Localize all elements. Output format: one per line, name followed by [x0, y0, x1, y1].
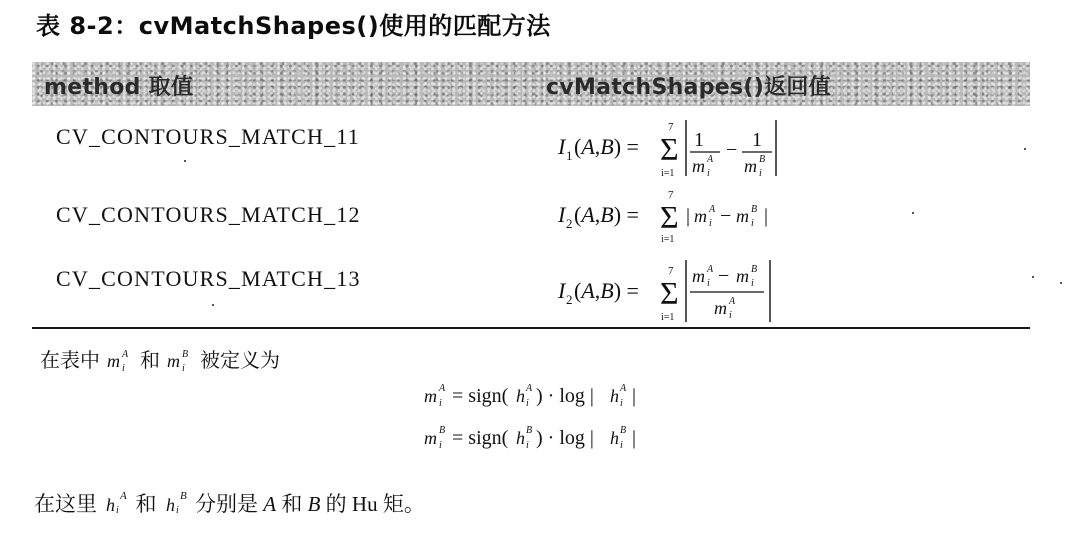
footer-symbol-B: B — [307, 492, 321, 516]
svg-text:I: I — [558, 134, 566, 159]
footer-and-2: 和 — [281, 492, 303, 516]
svg-text:2: 2 — [566, 292, 573, 307]
method-match-11: CV_CONTOURS_MATCH_11 — [56, 124, 360, 149]
svg-text:h: h — [165, 495, 175, 515]
symbol-m-i-B — [165, 347, 195, 373]
svg-text:i: i — [620, 440, 623, 451]
svg-text:m: m — [167, 351, 180, 371]
column-header-return-value: cvMatchShapes()返回值 — [546, 75, 831, 100]
footer-and-1: 和 — [135, 492, 157, 516]
svg-text:i: i — [620, 398, 623, 409]
method-match-12: CV_CONTOURS_MATCH_12 — [56, 202, 361, 227]
svg-text:m: m — [694, 206, 707, 226]
formula-match-12 — [552, 188, 792, 244]
svg-text:i: i — [122, 363, 125, 373]
svg-text:m: m — [744, 156, 757, 176]
svg-text:i: i — [751, 278, 754, 289]
svg-text:Σ: Σ — [660, 131, 679, 167]
svg-text:A: A — [707, 154, 714, 165]
svg-text:B: B — [526, 425, 533, 436]
definition-line — [40, 344, 280, 373]
definition-suffix: 被定义为 — [200, 350, 280, 372]
svg-text:i: i — [439, 440, 442, 451]
svg-text:B: B — [179, 490, 187, 502]
svg-text:B: B — [620, 425, 627, 436]
svg-text:h: h — [516, 386, 525, 406]
scan-speck — [1024, 148, 1026, 150]
definition-and: 和 — [140, 350, 160, 372]
scan-speck — [212, 304, 214, 306]
table-bottom-rule — [32, 327, 1030, 329]
svg-text:7: 7 — [668, 189, 674, 201]
svg-text:i: i — [707, 278, 710, 289]
svg-text:1: 1 — [752, 129, 762, 151]
svg-text:= sign(: = sign( — [452, 427, 509, 449]
svg-text:7: 7 — [668, 265, 674, 277]
footer-middle: 分别是 — [195, 492, 258, 516]
svg-text:= sign(: = sign( — [452, 385, 509, 407]
svg-text:m: m — [107, 351, 120, 371]
symbol-h-i-B — [162, 489, 190, 517]
svg-text:A: A — [707, 264, 714, 275]
svg-text:|: | — [686, 205, 691, 227]
svg-text:m: m — [692, 266, 705, 286]
scan-speck — [912, 212, 914, 214]
svg-text:|: | — [764, 205, 769, 227]
equation-m-B — [420, 420, 660, 454]
svg-text:) · log |: ) · log | — [536, 385, 594, 407]
svg-text:A: A — [620, 383, 627, 394]
svg-text:B: B — [751, 204, 758, 215]
svg-text:(A,B) =: (A,B) = — [574, 134, 639, 159]
scan-speck — [1060, 282, 1062, 284]
svg-text:I: I — [558, 202, 566, 227]
footer-symbol-A: A — [263, 492, 277, 516]
footer-suffix: 的 Hu 矩。 — [325, 492, 425, 516]
symbol-m-i-A — [105, 347, 135, 373]
svg-text:|: | — [632, 385, 637, 407]
svg-text:i: i — [175, 505, 179, 516]
svg-text:i=1: i=1 — [661, 168, 675, 179]
svg-text:A: A — [122, 349, 129, 360]
svg-text:i: i — [759, 168, 762, 179]
method-match-13: CV_CONTOURS_MATCH_13 — [56, 266, 361, 291]
svg-text:h: h — [610, 428, 619, 448]
svg-text:A: A — [526, 383, 533, 394]
svg-text:B: B — [751, 264, 758, 275]
svg-text:Σ: Σ — [660, 275, 679, 311]
formula-match-13 — [552, 254, 792, 324]
svg-text:−: − — [720, 205, 732, 227]
svg-text:(A,B) =: (A,B) = — [574, 278, 639, 303]
svg-text:m: m — [736, 266, 749, 286]
equation-m-A — [420, 378, 660, 412]
svg-text:i: i — [439, 398, 442, 409]
svg-text:i=1: i=1 — [661, 234, 675, 244]
svg-text:B: B — [439, 425, 446, 436]
svg-text:7: 7 — [668, 121, 674, 133]
svg-text:i: i — [182, 363, 185, 373]
svg-text:m: m — [736, 206, 749, 226]
table-caption: 表 8-2：cvMatchShapes()使用的匹配方法 — [36, 12, 551, 40]
svg-text:1: 1 — [566, 148, 573, 163]
svg-text:i: i — [116, 505, 120, 516]
svg-text:2: 2 — [566, 216, 573, 231]
svg-text:) · log |: ) · log | — [536, 427, 594, 449]
svg-text:m: m — [424, 386, 437, 406]
svg-text:A: A — [439, 383, 446, 394]
svg-text:Σ: Σ — [660, 199, 679, 235]
scan-speck — [184, 160, 186, 162]
svg-text:i: i — [707, 168, 710, 179]
svg-text:A: A — [120, 490, 127, 502]
svg-text:i: i — [709, 218, 712, 229]
formula-match-11 — [552, 112, 792, 180]
svg-text:I: I — [558, 278, 566, 303]
svg-text:(A,B) =: (A,B) = — [574, 202, 639, 227]
svg-text:i: i — [526, 398, 529, 409]
scan-speck — [1032, 276, 1034, 278]
svg-text:A: A — [729, 296, 736, 307]
svg-text:1: 1 — [694, 129, 704, 151]
svg-text:i=1: i=1 — [661, 312, 675, 323]
svg-text:h: h — [106, 495, 116, 515]
footer-sentence — [34, 488, 425, 518]
svg-text:B: B — [182, 349, 189, 360]
svg-text:i: i — [526, 440, 529, 451]
svg-text:m: m — [424, 428, 437, 448]
svg-text:B: B — [759, 154, 766, 165]
column-header-method: method 取值 — [44, 75, 194, 100]
svg-text:m: m — [714, 298, 727, 318]
svg-text:|: | — [632, 427, 637, 449]
svg-text:−: − — [718, 265, 730, 287]
definition-prefix: 在表中 — [40, 350, 100, 372]
footer-prefix: 在这里 — [34, 492, 97, 516]
svg-text:i: i — [751, 218, 754, 229]
svg-text:m: m — [692, 156, 705, 176]
svg-text:h: h — [516, 428, 525, 448]
svg-text:A: A — [709, 204, 716, 215]
svg-text:i: i — [729, 310, 732, 321]
svg-text:h: h — [610, 386, 619, 406]
symbol-h-i-A — [102, 489, 130, 517]
svg-text:−: − — [726, 139, 738, 161]
